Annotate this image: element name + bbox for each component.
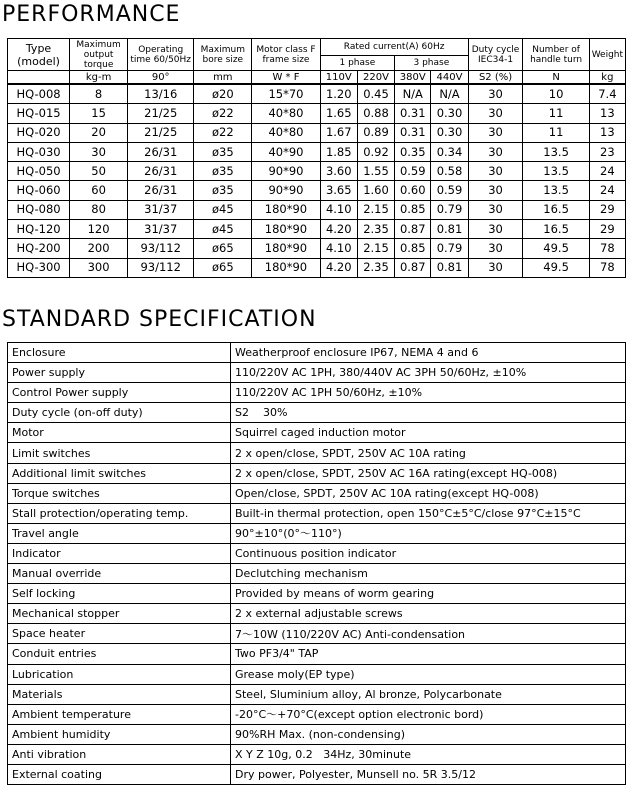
table-row bbox=[8, 258, 626, 277]
value-cell: 13.5 bbox=[523, 162, 589, 181]
value-cell: ø20 bbox=[194, 84, 252, 104]
spec-value: 110/220V AC 1PH, 380/440V AC 3PH 50/60Hz, ±10% bbox=[231, 363, 626, 383]
value-cell: 30 bbox=[468, 162, 523, 181]
spec-label: Travel angle bbox=[8, 523, 231, 543]
value-cell: 30 bbox=[468, 84, 523, 104]
spec-label: Space heater bbox=[8, 624, 231, 644]
value-cell: 30 bbox=[70, 142, 128, 161]
value-cell: 24 bbox=[589, 162, 625, 181]
value-cell: 31/37 bbox=[128, 220, 194, 239]
value-cell: 11 bbox=[523, 123, 589, 142]
value-cell: 15*70 bbox=[252, 84, 320, 104]
header-weight: Weight bbox=[589, 39, 625, 71]
value-cell: N/A bbox=[431, 84, 468, 104]
spec-label: Torque switches bbox=[8, 483, 231, 503]
spec-label: Ambient temperature bbox=[8, 704, 231, 724]
unit-cell: 90° bbox=[128, 71, 194, 85]
value-cell: 40*90 bbox=[252, 142, 320, 161]
value-cell: 0.35 bbox=[395, 142, 431, 161]
spec-row bbox=[8, 423, 626, 443]
spec-label: Duty cycle (on-off duty) bbox=[8, 403, 231, 423]
value-cell: 0.59 bbox=[431, 181, 468, 200]
value-cell: 26/31 bbox=[128, 142, 194, 161]
model-cell: HQ-015 bbox=[8, 104, 70, 123]
spec-row bbox=[8, 684, 626, 704]
value-cell: 93/112 bbox=[128, 258, 194, 277]
value-cell: 1.55 bbox=[357, 162, 394, 181]
value-cell: 0.85 bbox=[395, 239, 431, 258]
spec-row bbox=[8, 624, 626, 644]
unit-cell: mm bbox=[194, 71, 252, 85]
value-cell: 0.45 bbox=[357, 84, 394, 104]
value-cell: 40*80 bbox=[252, 104, 320, 123]
model-cell: HQ-020 bbox=[8, 123, 70, 142]
value-cell: N/A bbox=[395, 84, 431, 104]
value-cell: 16.5 bbox=[523, 220, 589, 239]
spec-label: Materials bbox=[8, 684, 231, 704]
spec-value: Built-in thermal protection, open 150°C±5°C/close 97°C±15°C bbox=[231, 503, 626, 523]
model-cell: HQ-008 bbox=[8, 84, 70, 104]
value-cell: 180*90 bbox=[252, 220, 320, 239]
table-row bbox=[8, 84, 626, 104]
spec-label: Anti vibration bbox=[8, 744, 231, 764]
value-cell: 0.60 bbox=[395, 181, 431, 200]
value-cell: 8 bbox=[70, 84, 128, 104]
spec-value: Dry power, Polyester, Munsell no. 5R 3.5/12 bbox=[231, 764, 626, 784]
spec-value: Declutching mechanism bbox=[231, 564, 626, 584]
unit-cell: N bbox=[523, 71, 589, 85]
value-cell: 78 bbox=[589, 239, 625, 258]
value-cell: 0.79 bbox=[431, 200, 468, 219]
value-cell: 90*90 bbox=[252, 181, 320, 200]
value-cell: 3.60 bbox=[320, 162, 357, 181]
value-cell: ø35 bbox=[194, 162, 252, 181]
value-cell: 23 bbox=[589, 142, 625, 161]
model-cell: HQ-080 bbox=[8, 200, 70, 219]
value-cell: 3.65 bbox=[320, 181, 357, 200]
value-cell: 30 bbox=[468, 200, 523, 219]
value-cell: 16.5 bbox=[523, 200, 589, 219]
spec-row bbox=[8, 664, 626, 684]
table-row bbox=[8, 200, 626, 219]
table-row bbox=[8, 123, 626, 142]
value-cell: 30 bbox=[468, 258, 523, 277]
value-cell: 2.15 bbox=[357, 200, 394, 219]
value-cell: 50 bbox=[70, 162, 128, 181]
spec-label: Self locking bbox=[8, 584, 231, 604]
value-cell: 40*80 bbox=[252, 123, 320, 142]
value-cell: 30 bbox=[468, 142, 523, 161]
value-cell: ø45 bbox=[194, 200, 252, 219]
value-cell: 2.35 bbox=[357, 258, 394, 277]
value-cell: 180*90 bbox=[252, 258, 320, 277]
value-cell: 90*90 bbox=[252, 162, 320, 181]
spec-row bbox=[8, 744, 626, 764]
value-cell: 0.87 bbox=[395, 258, 431, 277]
value-cell: 4.20 bbox=[320, 258, 357, 277]
value-cell: 1.60 bbox=[357, 181, 394, 200]
spec-value: X Y Z 10g, 0.2 34Hz, 30minute bbox=[231, 744, 626, 764]
value-cell: 4.10 bbox=[320, 239, 357, 258]
model-cell: HQ-060 bbox=[8, 181, 70, 200]
value-cell: 0.89 bbox=[357, 123, 394, 142]
spec-value: 110/220V AC 1PH 50/60Hz, ±10% bbox=[231, 383, 626, 403]
value-cell: 21/25 bbox=[128, 123, 194, 142]
model-cell: HQ-050 bbox=[8, 162, 70, 181]
value-cell: ø65 bbox=[194, 258, 252, 277]
value-cell: ø22 bbox=[194, 123, 252, 142]
value-cell: 0.30 bbox=[431, 123, 468, 142]
value-cell: 300 bbox=[70, 258, 128, 277]
header-3-phase: 3 phase bbox=[395, 56, 468, 71]
unit-cell: S2 (%) bbox=[468, 71, 523, 85]
value-cell: 0.31 bbox=[395, 104, 431, 123]
spec-row bbox=[8, 443, 626, 463]
model-cell: HQ-120 bbox=[8, 220, 70, 239]
spec-row bbox=[8, 604, 626, 624]
value-cell: ø45 bbox=[194, 220, 252, 239]
spec-label: Mechanical stopper bbox=[8, 604, 231, 624]
header-bore-size: Maximum bore size bbox=[194, 39, 252, 71]
value-cell: 24 bbox=[589, 181, 625, 200]
performance-table bbox=[7, 38, 626, 278]
spec-row bbox=[8, 383, 626, 403]
spec-row bbox=[8, 764, 626, 784]
value-cell: 13 bbox=[589, 104, 625, 123]
value-cell: ø65 bbox=[194, 239, 252, 258]
unit-cell: 380V bbox=[395, 71, 431, 85]
spec-label: Power supply bbox=[8, 363, 231, 383]
table-row bbox=[8, 220, 626, 239]
spec-value: Open/close, SPDT, 250V AC 10A rating(except HQ-008) bbox=[231, 483, 626, 503]
value-cell: 13 bbox=[589, 123, 625, 142]
value-cell: 0.31 bbox=[395, 123, 431, 142]
value-cell: 1.67 bbox=[320, 123, 357, 142]
spec-label: Additional limit switches bbox=[8, 463, 231, 483]
value-cell: 29 bbox=[589, 220, 625, 239]
unit-cell: kg bbox=[589, 71, 625, 85]
spec-label: Indicator bbox=[8, 543, 231, 563]
spec-label: Motor bbox=[8, 423, 231, 443]
spec-row bbox=[8, 343, 626, 363]
value-cell: 15 bbox=[70, 104, 128, 123]
value-cell: 78 bbox=[589, 258, 625, 277]
spec-value: Steel, Sluminium alloy, Al bronze, Polycarbonate bbox=[231, 684, 626, 704]
value-cell: 200 bbox=[70, 239, 128, 258]
value-cell: 180*90 bbox=[252, 239, 320, 258]
header-motor-frame: Motor class F frame size bbox=[252, 39, 320, 71]
spec-value: 2 x external adjustable screws bbox=[231, 604, 626, 624]
model-cell: HQ-030 bbox=[8, 142, 70, 161]
value-cell: 0.92 bbox=[357, 142, 394, 161]
value-cell: 120 bbox=[70, 220, 128, 239]
value-cell: 0.58 bbox=[431, 162, 468, 181]
spec-row bbox=[8, 584, 626, 604]
spec-row bbox=[8, 503, 626, 523]
spec-row bbox=[8, 564, 626, 584]
value-cell: 26/31 bbox=[128, 162, 194, 181]
value-cell: 0.59 bbox=[395, 162, 431, 181]
spec-value: 2 x open/close, SPDT, 250V AC 16A rating(except HQ-008) bbox=[231, 463, 626, 483]
value-cell: 7.4 bbox=[589, 84, 625, 104]
spec-value: Continuous position indicator bbox=[231, 543, 626, 563]
spec-label: Enclosure bbox=[8, 343, 231, 363]
spec-value: Squirrel caged induction motor bbox=[231, 423, 626, 443]
spec-value: Grease moly(EP type) bbox=[231, 664, 626, 684]
value-cell: 30 bbox=[468, 239, 523, 258]
value-cell: 2.35 bbox=[357, 220, 394, 239]
spec-value: 90°±10°(0°～110°) bbox=[231, 523, 626, 543]
value-cell: ø35 bbox=[194, 142, 252, 161]
spec-label: Limit switches bbox=[8, 443, 231, 463]
spec-label: Conduit entries bbox=[8, 644, 231, 664]
unit-cell: 110V bbox=[320, 71, 357, 85]
value-cell: 0.30 bbox=[431, 104, 468, 123]
value-cell: 30 bbox=[468, 181, 523, 200]
unit-cell: 440V bbox=[431, 71, 468, 85]
standard-spec-title: STANDARD SPECIFICATION bbox=[2, 307, 317, 332]
unit-cell: 220V bbox=[357, 71, 394, 85]
value-cell: 21/25 bbox=[128, 104, 194, 123]
value-cell: 93/112 bbox=[128, 239, 194, 258]
unit-cell: W * F bbox=[252, 71, 320, 85]
table-row bbox=[8, 239, 626, 258]
value-cell: 180*90 bbox=[252, 200, 320, 219]
value-cell: 0.87 bbox=[395, 220, 431, 239]
spec-row bbox=[8, 463, 626, 483]
table-row bbox=[8, 104, 626, 123]
spec-row bbox=[8, 403, 626, 423]
spec-label: Lubrication bbox=[8, 664, 231, 684]
value-cell: 26/31 bbox=[128, 181, 194, 200]
value-cell: 29 bbox=[589, 200, 625, 219]
table-row bbox=[8, 181, 626, 200]
spec-table bbox=[7, 342, 626, 785]
spec-label: External coating bbox=[8, 764, 231, 784]
value-cell: 1.20 bbox=[320, 84, 357, 104]
spec-row bbox=[8, 523, 626, 543]
value-cell: 0.88 bbox=[357, 104, 394, 123]
table-row bbox=[8, 142, 626, 161]
unit-cell: kg-m bbox=[70, 71, 128, 85]
spec-label: Stall protection/operating temp. bbox=[8, 503, 231, 523]
spec-value: 2 x open/close, SPDT, 250V AC 10A rating bbox=[231, 443, 626, 463]
spec-row bbox=[8, 724, 626, 744]
header-type: Type (model) bbox=[8, 39, 70, 71]
header-torque: Maximum output torque bbox=[70, 39, 128, 71]
spec-label: Control Power supply bbox=[8, 383, 231, 403]
value-cell: 0.79 bbox=[431, 239, 468, 258]
value-cell: 30 bbox=[468, 104, 523, 123]
value-cell: 60 bbox=[70, 181, 128, 200]
spec-value: -20°C～+70°C(except option electronic bord) bbox=[231, 704, 626, 724]
value-cell: 30 bbox=[468, 220, 523, 239]
spec-value: Weatherproof enclosure IP67, NEMA 4 and 6 bbox=[231, 343, 626, 363]
value-cell: 49.5 bbox=[523, 258, 589, 277]
value-cell: 31/37 bbox=[128, 200, 194, 219]
model-cell: HQ-300 bbox=[8, 258, 70, 277]
spec-row bbox=[8, 704, 626, 724]
spec-value: 90%RH Max. (non-condensing) bbox=[231, 724, 626, 744]
header-handle-turns: Number of handle turn bbox=[523, 39, 589, 71]
value-cell: 0.85 bbox=[395, 200, 431, 219]
value-cell: 13/16 bbox=[128, 84, 194, 104]
value-cell: 80 bbox=[70, 200, 128, 219]
value-cell: 49.5 bbox=[523, 239, 589, 258]
performance-title: PERFORMANCE bbox=[2, 2, 181, 27]
value-cell: 1.85 bbox=[320, 142, 357, 161]
value-cell: 2.15 bbox=[357, 239, 394, 258]
spec-value: 7～10W (110/220V AC) Anti-condensation bbox=[231, 624, 626, 644]
header-rated-current: Rated current(A) 60Hz bbox=[320, 39, 468, 56]
value-cell: 1.65 bbox=[320, 104, 357, 123]
value-cell: 0.34 bbox=[431, 142, 468, 161]
value-cell: 0.81 bbox=[431, 258, 468, 277]
unit-cell bbox=[8, 71, 70, 85]
value-cell: 4.10 bbox=[320, 200, 357, 219]
header-duty-cycle: Duty cycle IEC34-1 bbox=[468, 39, 523, 71]
spec-row bbox=[8, 644, 626, 664]
spec-label: Ambient humidity bbox=[8, 724, 231, 744]
value-cell: 13.5 bbox=[523, 181, 589, 200]
spec-value: S2 30% bbox=[231, 403, 626, 423]
header-operating-time: Operating time 60/50Hz bbox=[128, 39, 194, 71]
spec-row bbox=[8, 363, 626, 383]
value-cell: 30 bbox=[468, 123, 523, 142]
value-cell: ø35 bbox=[194, 181, 252, 200]
model-cell: HQ-200 bbox=[8, 239, 70, 258]
value-cell: 10 bbox=[523, 84, 589, 104]
value-cell: 13.5 bbox=[523, 142, 589, 161]
value-cell: ø22 bbox=[194, 104, 252, 123]
value-cell: 0.81 bbox=[431, 220, 468, 239]
table-row bbox=[8, 162, 626, 181]
value-cell: 11 bbox=[523, 104, 589, 123]
spec-value: Two PF3/4" TAP bbox=[231, 644, 626, 664]
spec-row bbox=[8, 543, 626, 563]
spec-value: Provided by means of worm gearing bbox=[231, 584, 626, 604]
spec-label: Manual override bbox=[8, 564, 231, 584]
value-cell: 20 bbox=[70, 123, 128, 142]
spec-row bbox=[8, 483, 626, 503]
value-cell: 4.20 bbox=[320, 220, 357, 239]
header-1-phase: 1 phase bbox=[320, 56, 395, 71]
